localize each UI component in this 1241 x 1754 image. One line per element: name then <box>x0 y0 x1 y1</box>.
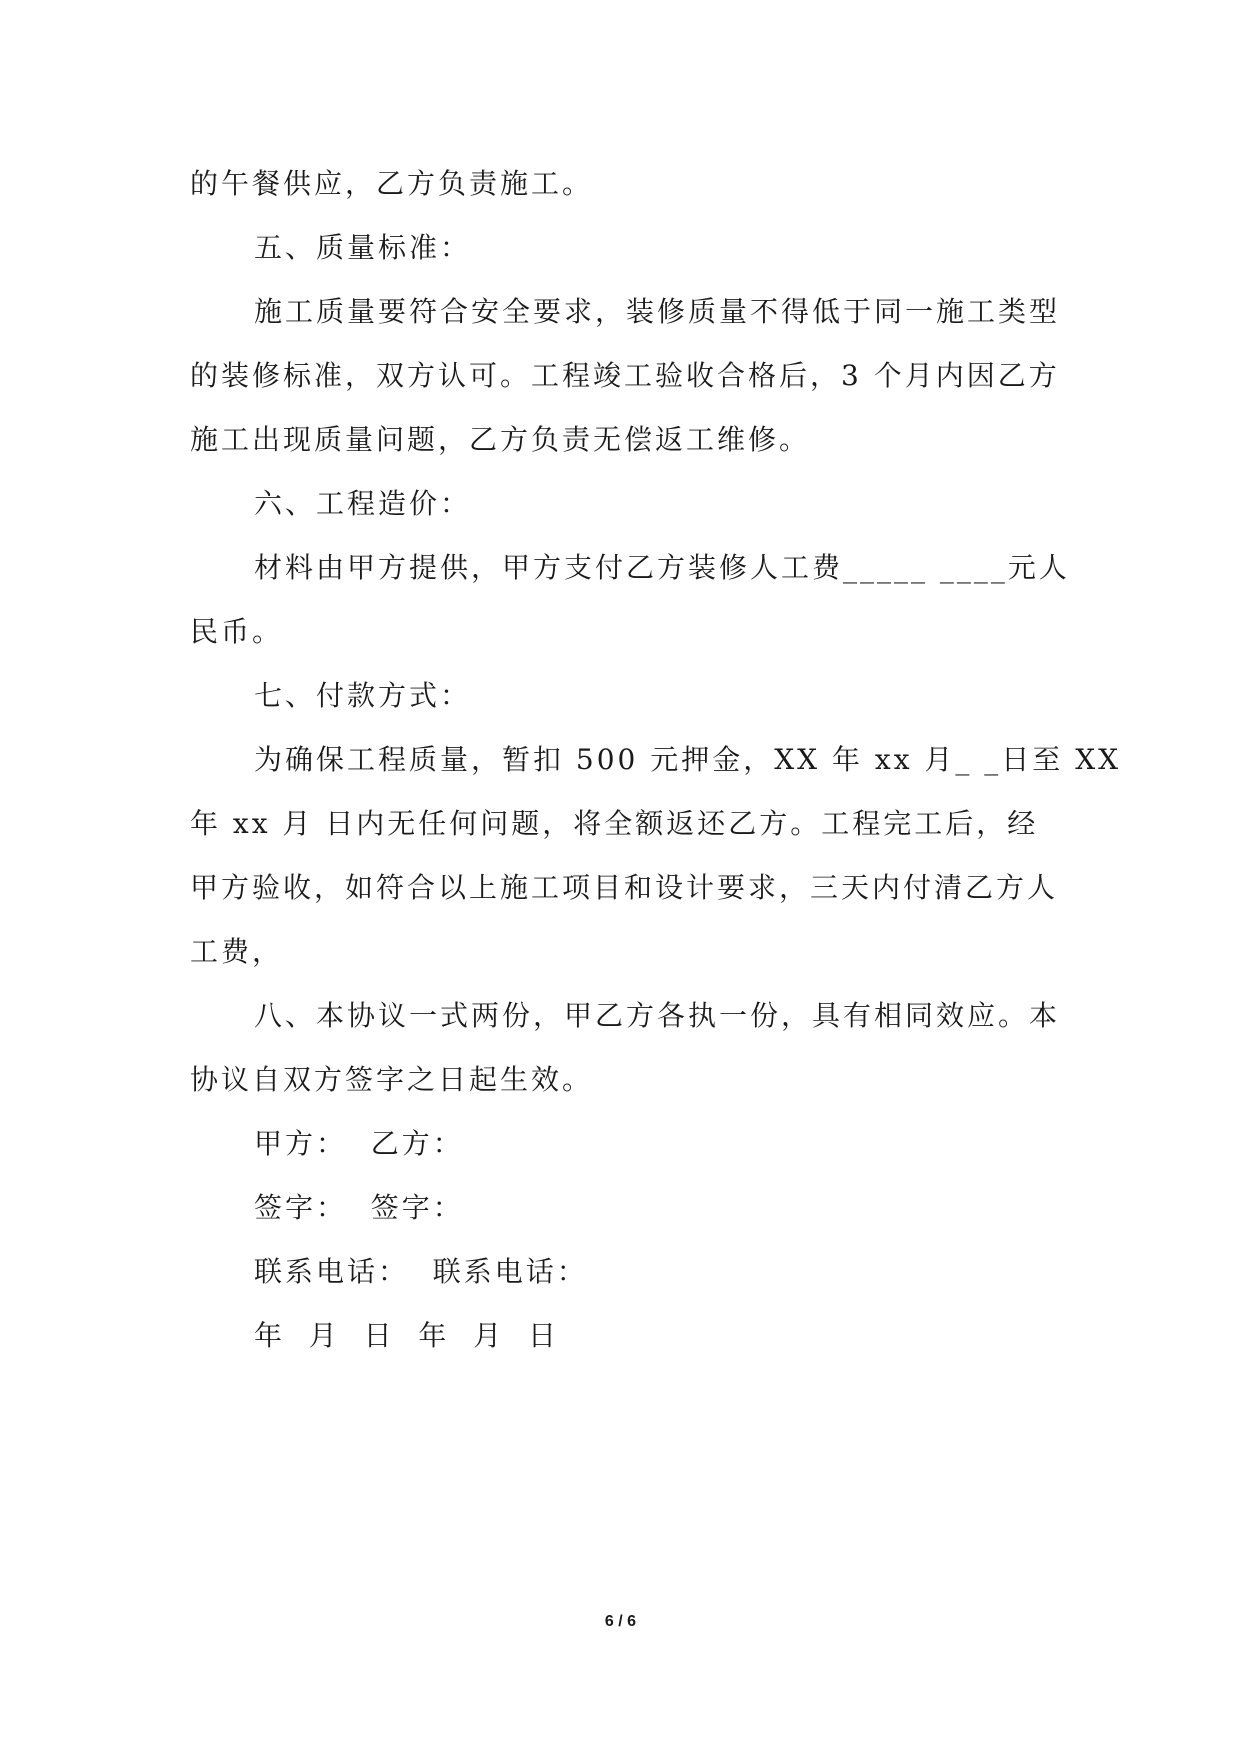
text-line: 材料由甲方提供，甲方支付乙方装修人工费_____ ____元人 <box>254 551 1070 584</box>
section-heading-payment: 七、付款方式： <box>254 679 472 712</box>
text-line: 的午餐供应，乙方负责施工。 <box>190 167 594 200</box>
text-line: 工费， <box>190 935 284 968</box>
section-heading-cost: 六、工程造价： <box>254 487 472 520</box>
signature-phone: 联系电话： 联系电话： <box>254 1255 588 1288</box>
text-line: 施工质量要符合安全要求，装修质量不得低于同一施工类型 <box>254 295 1061 328</box>
text-line: 甲方验收，如符合以上施工项目和设计要求，三天内付清乙方人 <box>190 871 1059 904</box>
signature-parties: 甲方： 乙方： <box>254 1127 464 1160</box>
text-line: 为确保工程质量，暂扣 500 元押金，XX 年 xx 月_ _日至 XX <box>254 743 1122 776</box>
text-line: 的装修标准，双方认可。工程竣工验收合格后，3 个月内因乙方 <box>190 359 1060 392</box>
section-heading-copies: 八、本协议一式两份，甲乙方各执一份，具有相同效应。本 <box>254 999 1061 1032</box>
page-number: 6 / 6 <box>604 1613 637 1630</box>
text-line: 年 xx 月 日内无任何问题，将全额返还乙方。工程完工后，经 <box>190 807 1039 840</box>
text-line: 施工出现质量问题，乙方负责无偿返工维修。 <box>190 423 811 456</box>
signature-sign: 签字： 签字： <box>254 1191 464 1224</box>
signature-date: 年 月 日 年 月 日 <box>254 1319 560 1352</box>
text-line: 协议自双方签字之日起生效。 <box>190 1063 594 1096</box>
text-line: 民币。 <box>190 615 284 648</box>
section-heading-quality: 五、质量标准： <box>254 231 472 264</box>
